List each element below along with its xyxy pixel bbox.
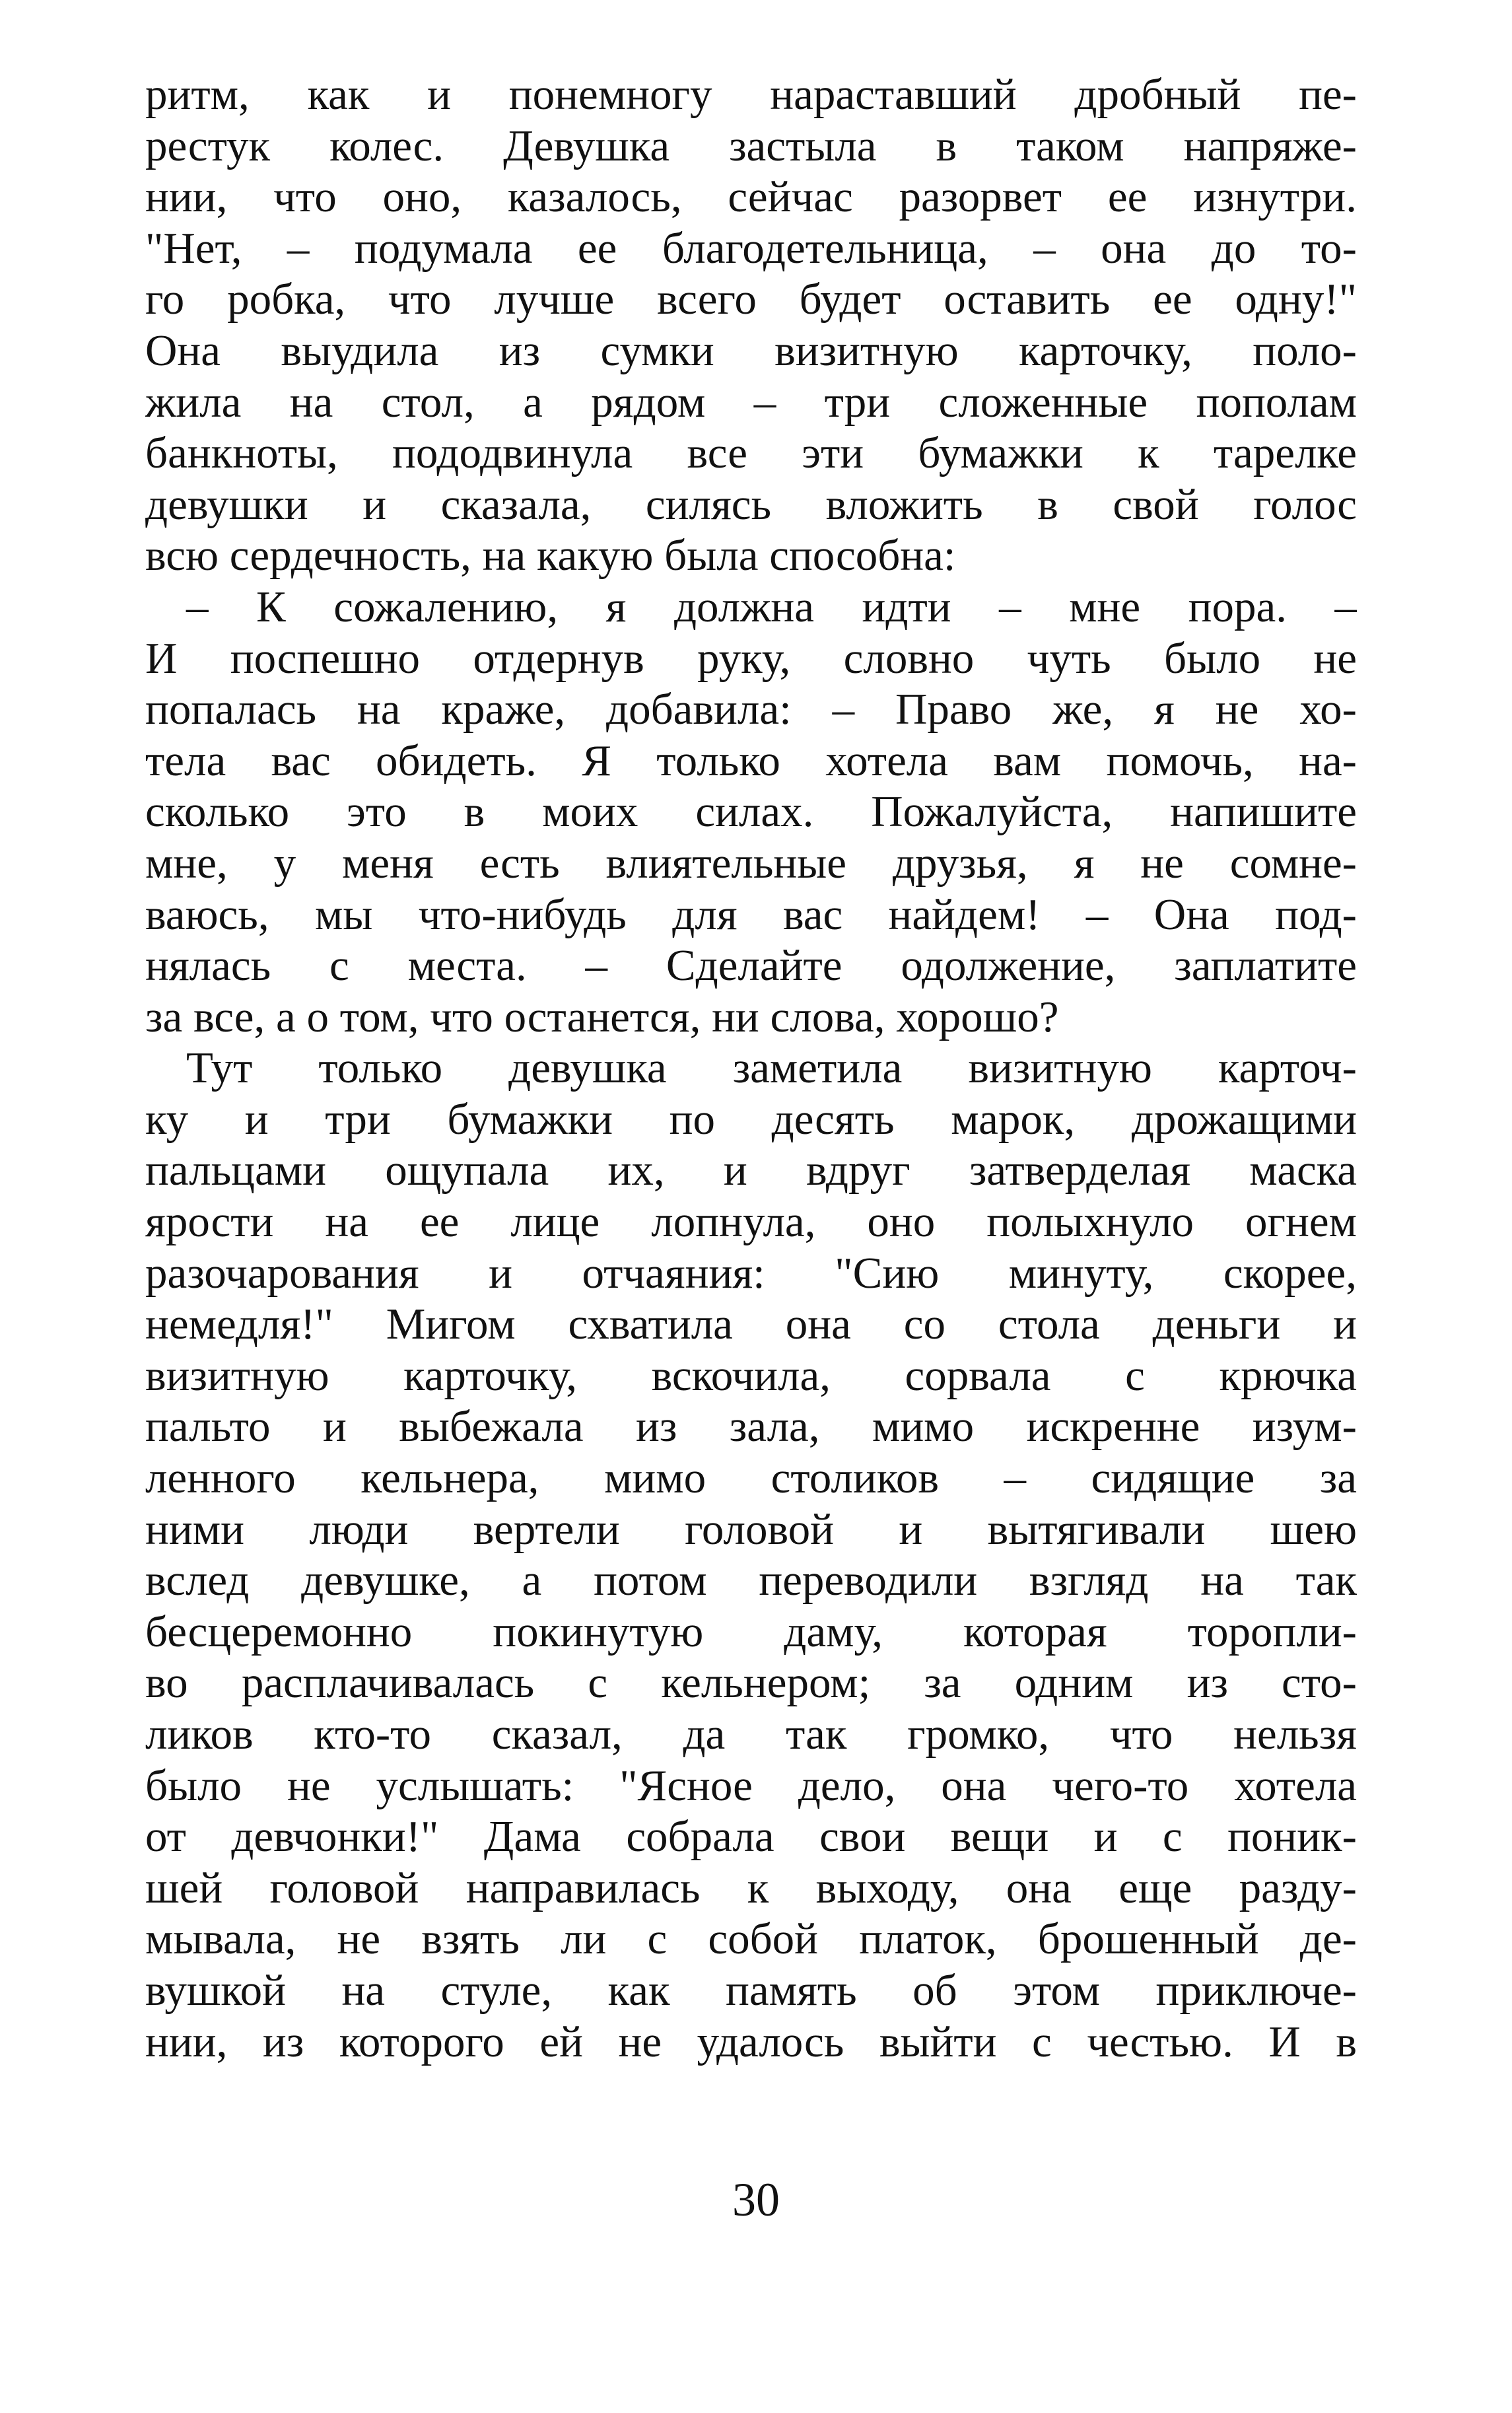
text-line: нии, что оно, казалось, сейчас разорвет ее изнутри. — [145, 172, 1357, 222]
text-line: Тут только девушка заметила визитную карточ- — [186, 1043, 1357, 1093]
text-line: го робка, что лучше всего будет оставить ее одну!" — [145, 275, 1357, 324]
text-line: тела вас обидеть. Я только хотела вам помочь, на- — [145, 736, 1357, 785]
text-line: за все, а о том, что останется, ни слова, хорошо? — [145, 992, 1059, 1041]
text-line: вслед девушке, а потом переводили взгляд на так — [145, 1556, 1357, 1605]
text-line: Она выудила из сумки визитную карточку, поло- — [145, 326, 1357, 375]
text-line: – К сожалению, я должна идти – мне пора. – — [186, 582, 1357, 631]
text-line: И поспешно отдернув руку, словно чуть было не — [145, 633, 1357, 683]
text-line: вушкой на стуле, как память об этом приключе- — [145, 1965, 1357, 2015]
text-line: жила на стол, а рядом – три сложенные пополам — [145, 377, 1357, 427]
text-line: всю сердечность, на какую была способна: — [145, 531, 956, 580]
text-line: пальто и выбежала из зала, мимо искренне изум- — [145, 1402, 1357, 1451]
text-line: попалась на краже, добавила: – Право же, я не хо- — [145, 685, 1357, 734]
text-line: ваюсь, мы что-нибудь для вас найдем! – Она под- — [145, 890, 1357, 939]
text-line: от девчонки!" Дама собрала свои вещи и с поник- — [145, 1812, 1357, 1862]
text-line: ярости на ее лице лопнула, оно полыхнуло огнем — [145, 1197, 1357, 1247]
text-line: сколько это в моих силах. Пожалуйста, напишите — [145, 787, 1357, 837]
page-number: 30 — [732, 2173, 780, 2226]
text-line: рестук колес. Девушка застыла в таком напряже- — [145, 121, 1357, 170]
text-line: нии, из которого ей не удалось выйти с честью. И в — [145, 2017, 1357, 2066]
text-line: шей головой направилась к выходу, она еще разду- — [145, 1863, 1357, 1912]
text-line: ку и три бумажки по десять марок, дрожащими — [145, 1094, 1357, 1144]
text-line: нялась с места. – Сделайте одолжение, заплатите — [145, 941, 1357, 991]
text-line: во расплачивалась с кельнером; за одним из сто- — [145, 1658, 1357, 1708]
text-line: ликов кто-то сказал, да так громко, что нельзя — [145, 1710, 1357, 1759]
text-line: немедля!" Мигом схватила она со стола деньги и — [145, 1300, 1357, 1349]
text-line: пальцами ощупала их, и вдруг затверделая маска — [145, 1146, 1357, 1195]
text-line: мне, у меня есть влиятельные друзья, я не сомне- — [145, 838, 1357, 888]
body-text — [145, 69, 1357, 2068]
text-line: было не услышать: "Ясное дело, она чего-то хотела — [145, 1761, 1357, 1810]
text-line: разочарования и отчаяния: "Сию минуту, скорее, — [145, 1248, 1357, 1298]
text-line: визитную карточку, вскочила, сорвала с крючка — [145, 1350, 1357, 1400]
text-line: ритм, как и понемногу нараставший дробный пе- — [145, 70, 1357, 119]
text-line: мывала, не взять ли с собой платок, брошенный де- — [145, 1914, 1357, 1964]
text-line: ними люди вертели головой и вытягивали шею — [145, 1504, 1357, 1554]
text-line: девушки и сказала, силясь вложить в свой голос — [145, 479, 1357, 529]
text-line: банкноты, пододвинула все эти бумажки к тарелке — [145, 429, 1357, 478]
text-line: бесцеремонно покинутую даму, которая торопли- — [145, 1607, 1357, 1656]
text-line: "Нет, – подумала ее благодетельница, – она до то- — [145, 223, 1357, 273]
text-line: ленного кельнера, мимо столиков – сидящие за — [145, 1453, 1357, 1503]
